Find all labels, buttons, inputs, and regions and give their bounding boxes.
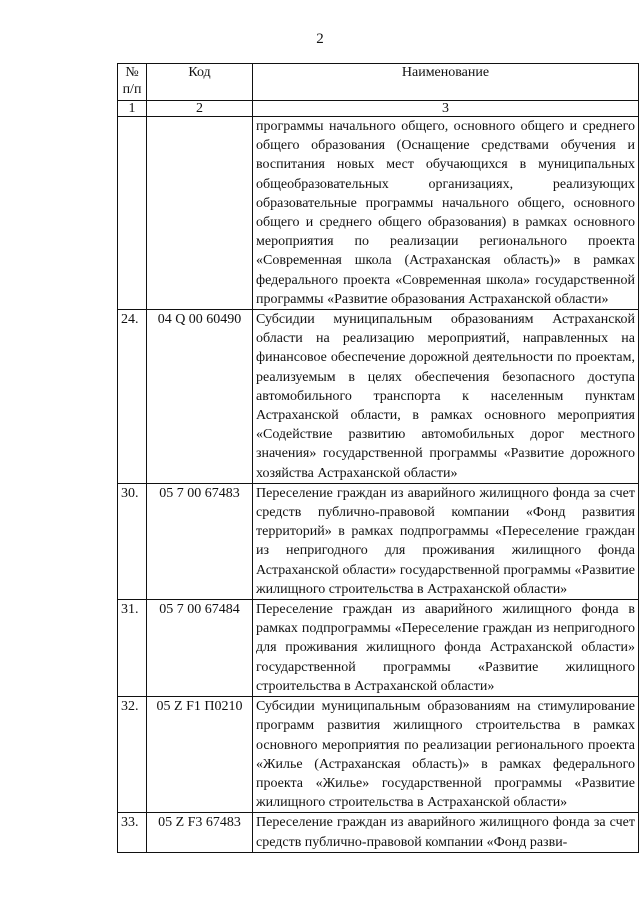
row-name: программы начального общего, основного общего и среднего общего образования (Оснащение средствами обучения и воспитания новых мест обучающихся в муниципальных общеобразовательных организациях, реализующих образовательные программы начального общего, основного общего и среднего общего образования) в рамках основного мероприятия по реализации регионального проекта «Современная школа (Астраханская область)» в рамках федерального проекта «Современная школа» государственной программы «Развитие образования Астраханской области»	[253, 117, 639, 310]
table-row	[118, 310, 639, 484]
header-name: Наименование	[253, 64, 639, 101]
column-number: 3	[253, 101, 639, 117]
row-code: 05 Z F1 П0210	[147, 697, 253, 813]
table-header-row	[118, 64, 639, 101]
row-number: 24.	[118, 310, 147, 484]
row-number: 31.	[118, 600, 147, 697]
table-row	[118, 600, 639, 697]
column-number: 2	[147, 101, 253, 117]
budget-classification-table	[117, 63, 639, 853]
row-code: 04 Q 00 60490	[147, 310, 253, 484]
header-number: № п/п	[118, 64, 147, 101]
row-name: Переселение граждан из аварийного жилищного фонда за счет средств публично-правовой компании «Фонд разви-	[253, 813, 639, 852]
column-number-row	[118, 101, 639, 117]
row-name: Субсидии муниципальным образованиям Астраханской области на реализацию мероприятий, направленных на финансовое обеспечение дорожной деятельности по проектам, реализуемым в целях обеспечения безопасного доступа автомобильного транспорта к населенным пунктам Астраханской области, в рамках основного мероприятия «Содействие развитию автомобильных дорог местного значения» государственной программы «Развитие дорожного хозяйства Астраханской области»	[253, 310, 639, 484]
row-name: Субсидии муниципальным образованиям на стимулирование программ развития жилищного строительства в рамках основного мероприятия по реализации регионального проекта «Жилье (Астраханская область)» в рамках федерального проекта «Жилье» государственной программы «Развитие жилищного строительства в Астраханской области»	[253, 697, 639, 813]
row-number: 32.	[118, 697, 147, 813]
table-row	[118, 813, 639, 852]
row-code	[147, 117, 253, 310]
table-row	[118, 697, 639, 813]
page-number: 2	[316, 31, 324, 47]
header-code: Код	[147, 64, 253, 101]
table-row	[118, 117, 639, 310]
row-name: Переселение граждан из аварийного жилищного фонда в рамках подпрограммы «Переселение граждан из непригодного для проживания жилищного фонда Астраханской области» государственной программы «Развитие жилищного строительства в Астраханской области»	[253, 600, 639, 697]
row-code: 05 7 00 67483	[147, 483, 253, 599]
row-name: Переселение граждан из аварийного жилищного фонда за счет средств публично-правовой компании «Фонд развития территорий» в рамках подпрограммы «Переселение граждан из непригодного для проживания жилищного фонда Астраханской области» государственной программы «Развитие жилищного строительства в Астраханской области»	[253, 483, 639, 599]
table-row	[118, 483, 639, 599]
row-number: 30.	[118, 483, 147, 599]
row-code: 05 Z F3 67483	[147, 813, 253, 852]
row-number: 33.	[118, 813, 147, 852]
row-code: 05 7 00 67484	[147, 600, 253, 697]
column-number: 1	[118, 101, 147, 117]
row-number	[118, 117, 147, 310]
